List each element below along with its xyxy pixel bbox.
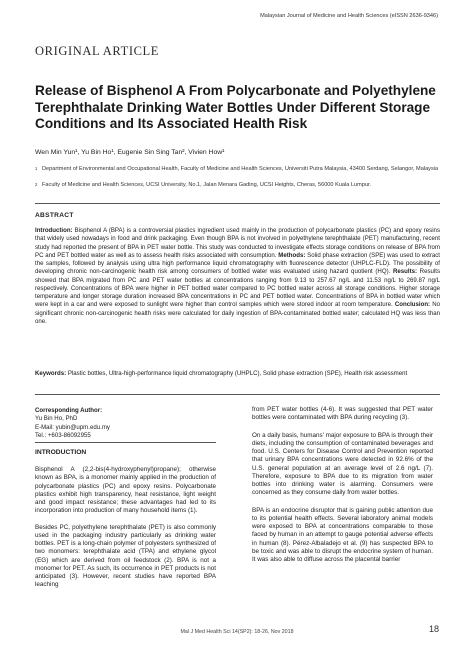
paper-title: Release of Bisphenol A From Polycarbonate and Polyethylene Terephthalate Drinking Water Bottles Under Different Storage Conditions and Its Associated Health Risk: [35, 83, 436, 131]
article-type-label: ORIGINAL ARTICLE: [35, 44, 159, 58]
middle-divider: [35, 394, 440, 395]
abstract-heading: ABSTRACT: [35, 212, 74, 219]
keywords-label: Keywords:: [35, 370, 67, 377]
abstract-body: [35, 227, 440, 326]
methods-text: Solid phase extraction (SPE) was used to extract the samples, followed by analysis using ultra high performance liquid chromatography with fluorescence detector (UHPLC-FLD). The possibility of developing chronic non-carcinogenic health risk among consumers of bottled water was evaluated using hazard quotient (HQ).: [35, 251, 440, 276]
results-text: Results showed that BPA migrated from PC and PET water bottles at concentrations ranging from 9.13 to 257.67 ng/L and 11.53 ng/L to 269.87 ng/L respectively. Concentrations of BPA were higher in PET bottled water compared to PC bottled water across all storage conditions. Higher storage temperature and longer storage duration increased BPA concentrations in PC and PET bottled water. Concentrations of BPA in bottled water which were kept in a car and were exposed to sunlight were higher than control samples which were stored indoor at room temperature.: [35, 268, 440, 309]
top-divider: [35, 203, 440, 204]
introduction-heading: INTRODUCTION: [35, 449, 87, 456]
journal-header: Malaysian Journal of Medicine and Health Sciences (eISSN 2636-9346): [260, 13, 438, 19]
left-column: [35, 466, 216, 590]
intro-paragraph-3: from PET water bottles (4-6). It was suggested that PET water bottles were contaminated with BPA during recycling (3).: [252, 406, 433, 422]
intro-paragraph-2: Besides PC, polyethylene terephthalate (PET) is also commonly used in the packaging industry particularly as drinking water bottles. PET is a long-chain polymer of polyesters synthesized of two monomers: terephthalate acid (TPA) and ethylene glycol (EG) which are derived from oil feedstock (2). BPA is not a monomer for PET. As such, its occurrence in PET products is not anticipated (3). However, recent studies have reported BPA leaching: [35, 523, 216, 589]
intro-paragraph-5: BPA is an endocrine disruptor that is gaining public attention due to its potential health effects. Several laboratory animal models were exposed to BPA at concentrations comparable to those faced by human in an attempt to gauge potential adverse effects in human (8). Pérez-Albaladejo et al. (9) has suspected BPA to be toxic and was able to disrupt the endocrine system of human. It was also able to diffuse across the placental barrier: [252, 506, 433, 563]
page-number: 18: [428, 624, 439, 634]
intro-paragraph-4: On a daily basis, humans' major exposure to BPA is through their diets, including the consumption of contaminated beverages and food. U.S. Centers for Disease Control and Prevention reported that urinary BPA concentrations were detected in 92.6% of the U.S. general population at an average level of 2.6 ng/L (7). Therefore, exposure to BPA due to its migration from water bottles into drinking water is alarming. Consumers were concerned as they consume daily from water bottles.: [252, 431, 433, 497]
corresponding-divider: [35, 442, 216, 443]
affiliation-1: [35, 166, 440, 173]
conclusion-text: No significant chronic non-carcinogenic health risks were calculated for daily ingestion of BPA-contaminated bottled water; calculated HQ was less than one.: [35, 301, 440, 325]
corresponding-name: Yu Bin Ho, PhD: [35, 415, 78, 423]
right-column: [252, 406, 433, 564]
corresponding-email: E-Mail: yubin@upm.edu.my: [35, 423, 110, 431]
corresponding-tel: Tel.: +603-86092955: [35, 431, 91, 439]
affiliation-2: [35, 182, 440, 189]
author-list: Wen Min Yun¹, Yu Bin Ho¹, Eugenie Sin Sing Tan², Vivien How¹: [35, 149, 225, 156]
intro-label: Introduction:: [35, 227, 73, 234]
keywords: [35, 370, 440, 378]
corresponding-author-block: [35, 407, 110, 440]
affiliation-text: Department of Environmental and Occupational Health, Faculty of Medicine and Health Sciences, Universiti Putra Malaysia, 43400 Serdang, Selangor, Malaysia: [42, 166, 439, 172]
affiliation-number: 1: [35, 166, 38, 171]
results-label: Results:: [392, 268, 418, 276]
conclusion-label: Conclusion:: [394, 301, 431, 309]
footer-citation: Mal J Med Health Sci 14(SP2): 18-26, Nov 2018: [180, 629, 294, 635]
corresponding-heading: Corresponding Author:: [35, 407, 103, 414]
intro-text: Bisphenol A (BPA) is a controversial plastics ingredient used mainly in the production of polycarbonate plastics (PC) and epoxy resins that widely used nowadays in food and drink packaging. Even though BPA is not involved in polyethylene terephthalate (PET) manufacturing, recent study had reported the present of BPA in PET water bottle. This study was conducted to investigate effects storage conditions on release of BPA from PC and PET bottled water as well as to assess health risks associated with consumption.: [35, 227, 440, 259]
keywords-text: Plastic bottles, Ultra-high-performance liquid chromatography (UHPLC), Solid phase extraction (SPE), Health risk assessment: [66, 370, 408, 377]
methods-label: Methods:: [278, 251, 306, 259]
affiliation-text: Faculty of Medicine and Health Sciences, UCSI University, No.1, Jalan Menara Gading, UCSI Heights, Cheras, 56000 Kuala Lumpur.: [42, 182, 372, 188]
intro-paragraph-1: Bisphenol A (2,2-bis(4-hydroxyphenyl)propane); otherwise known as BPA, is a monomer mainly applied in the production of polycarbonate plastics (PC) and epoxy resins. Polycarbonate plastics exhibit high transparency, heat resistance, light weight and good impact resistance; these advantages had led to its incorporation into production of many household items (1).: [35, 466, 216, 515]
affiliation-number: 2: [35, 182, 38, 187]
